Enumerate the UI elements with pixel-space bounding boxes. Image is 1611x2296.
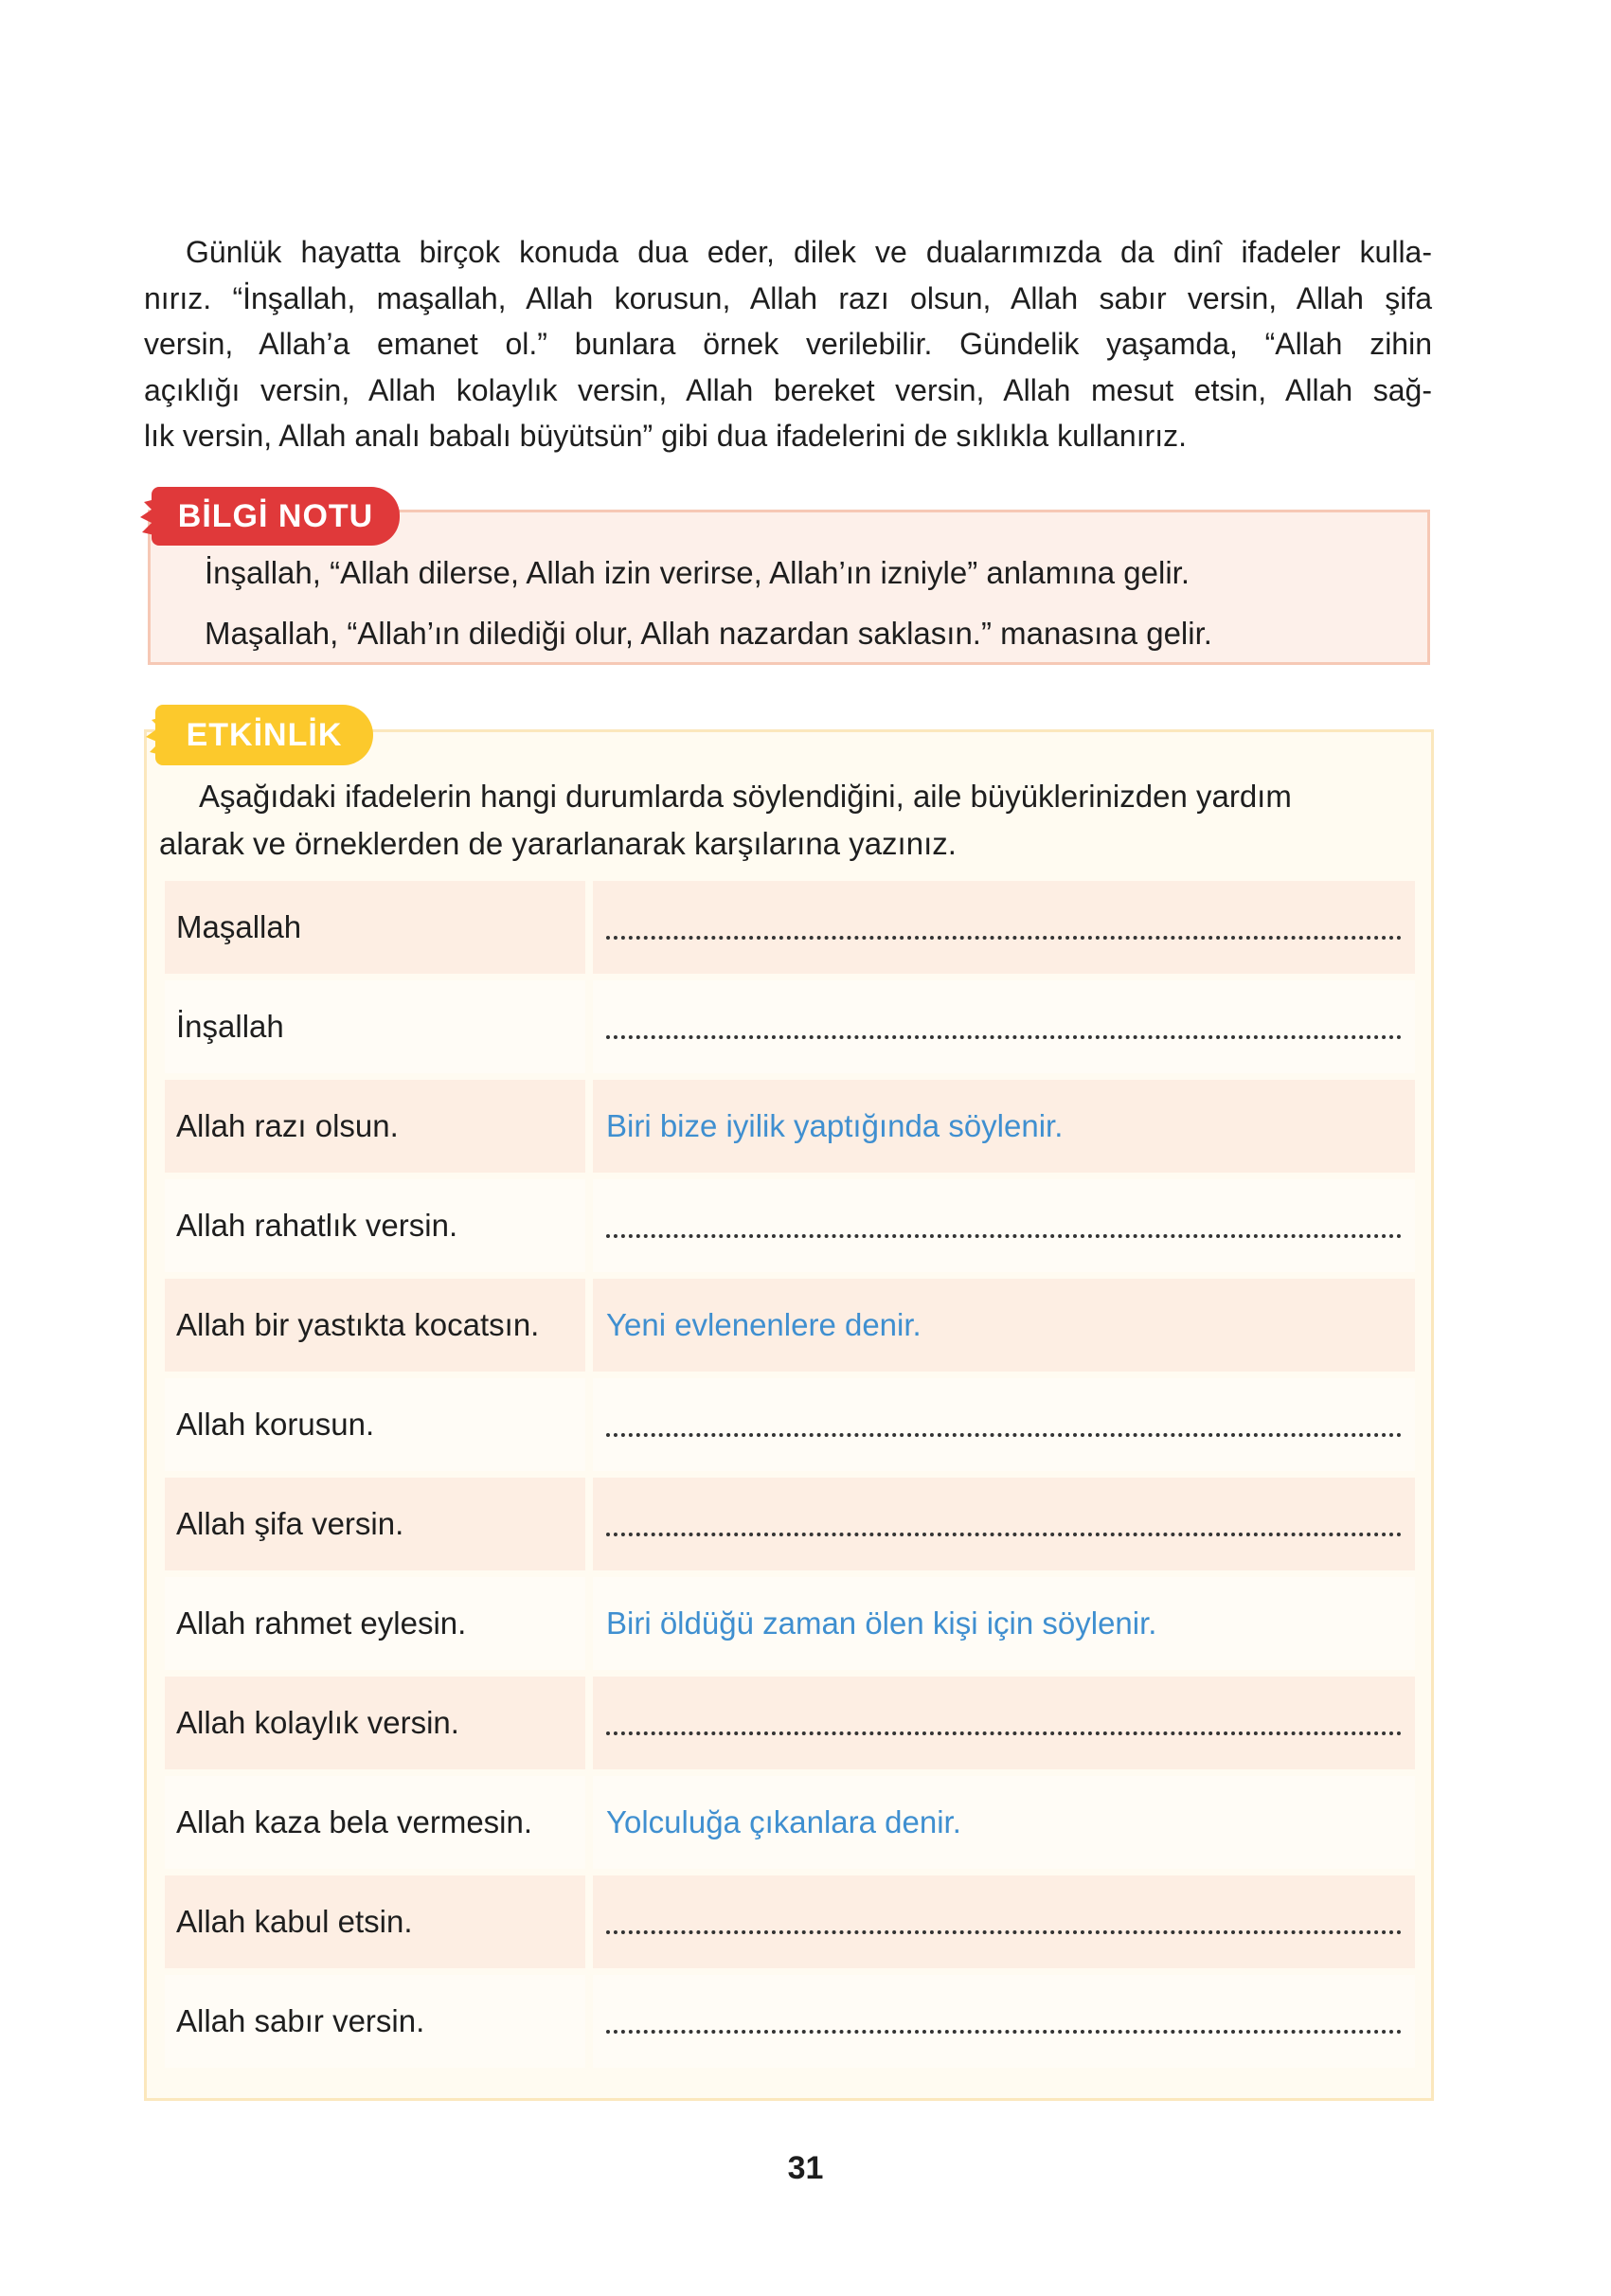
table-row: [165, 1975, 1415, 2068]
intro-line: nırız. “İnşallah, maşallah, Allah korusun, Allah razı olsun, Allah sabır versin, Allah şifa: [144, 280, 1432, 315]
answer-blank-cell[interactable]: [593, 1478, 1415, 1570]
phrase-cell: İnşallah: [165, 980, 585, 1073]
page-number: 31: [787, 2150, 824, 2186]
table-row: [165, 881, 1415, 974]
activity-tag: ETKİNLİK: [155, 705, 373, 765]
intro-line: Günlük hayatta birçok konuda dua eder, dilek ve dualarımızda da dinî ifadeler kulla-: [186, 235, 1432, 269]
phrase-cell: Maşallah: [165, 881, 585, 974]
table-row: [165, 1179, 1415, 1272]
table-row: [165, 1080, 1415, 1173]
dotted-answer-line: [606, 1433, 1402, 1437]
dotted-answer-line: [606, 1035, 1402, 1039]
answer-blank-cell[interactable]: [593, 1975, 1415, 2068]
answer-blank-cell[interactable]: [593, 1378, 1415, 1471]
phrase-cell: Allah sabır versin.: [165, 1975, 585, 2068]
table-row: [165, 1577, 1415, 1670]
phrase-cell: Allah bir yastıkta kocatsın.: [165, 1279, 585, 1372]
intro-line: lık versin, Allah analı babalı büyütsün” gibi dua ifadelerini de sıklıkla kullanırız.: [144, 419, 1188, 453]
answer-blank-cell[interactable]: [593, 1875, 1415, 1968]
intro-line: versin, Allah’a emanet ol.” bunlara örnek verilebilir. Gündelik yaşamda, “Allah zihin: [144, 327, 1432, 361]
table-row: [165, 1378, 1415, 1471]
table-row: [165, 1279, 1415, 1372]
table-row: [165, 1776, 1415, 1869]
answer-cell: Yeni evlenenlere denir.: [593, 1279, 1415, 1372]
answer-blank-cell[interactable]: [593, 1677, 1415, 1769]
intro-paragraph: [144, 229, 1432, 459]
phrase-cell: Allah kolaylık versin.: [165, 1677, 585, 1769]
dotted-answer-line: [606, 1930, 1402, 1934]
dotted-answer-line: [606, 2030, 1402, 2034]
phrase-cell: Allah şifa versin.: [165, 1478, 585, 1570]
table-row: [165, 1677, 1415, 1769]
answer-cell: Biri bize iyilik yaptığında söylenir.: [593, 1080, 1415, 1173]
dotted-answer-line: [606, 1731, 1402, 1735]
info-note-tag: BİLGİ NOTU: [152, 487, 400, 546]
table-row: [165, 980, 1415, 1073]
phrase-cell: Allah razı olsun.: [165, 1080, 585, 1173]
table-row: [165, 1875, 1415, 1968]
answer-cell: Biri öldüğü zaman ölen kişi için söylenir.: [593, 1577, 1415, 1670]
phrase-cell: Allah kaza bela vermesin.: [165, 1776, 585, 1869]
phrase-cell: Allah rahatlık versin.: [165, 1179, 585, 1272]
phrase-cell: Allah kabul etsin.: [165, 1875, 585, 1968]
activity-instructions: [159, 773, 1419, 868]
intro-line: açıklığı versin, Allah kolaylık versin, Allah bereket versin, Allah mesut etsin, Allah sağ-: [144, 372, 1432, 407]
table-row: [165, 1478, 1415, 1570]
answer-blank-cell[interactable]: [593, 881, 1415, 974]
phrase-cell: Allah korusun.: [165, 1378, 585, 1471]
dotted-answer-line: [606, 1234, 1402, 1238]
info-note-line: İnşallah, “Allah dilerse, Allah izin verirse, Allah’ın izniyle” anlamına gelir.: [205, 555, 1190, 590]
info-note-line: Maşallah, “Allah’ın dilediği olur, Allah nazardan saklasın.” manasına gelir.: [205, 616, 1212, 651]
answer-blank-cell[interactable]: [593, 1179, 1415, 1272]
activity-instruction-line: Aşağıdaki ifadelerin hangi durumlarda söylendiğini, aile büyüklerinizden yardım: [199, 779, 1292, 814]
activity-instruction-line: alarak ve örneklerden de yararlanarak karşılarına yazınız.: [159, 826, 957, 861]
activity-table: [165, 881, 1415, 2074]
dotted-answer-line: [606, 1533, 1402, 1536]
dotted-answer-line: [606, 936, 1402, 940]
answer-blank-cell[interactable]: [593, 980, 1415, 1073]
answer-cell: Yolculuğa çıkanlara denir.: [593, 1776, 1415, 1869]
phrase-cell: Allah rahmet eylesin.: [165, 1577, 585, 1670]
